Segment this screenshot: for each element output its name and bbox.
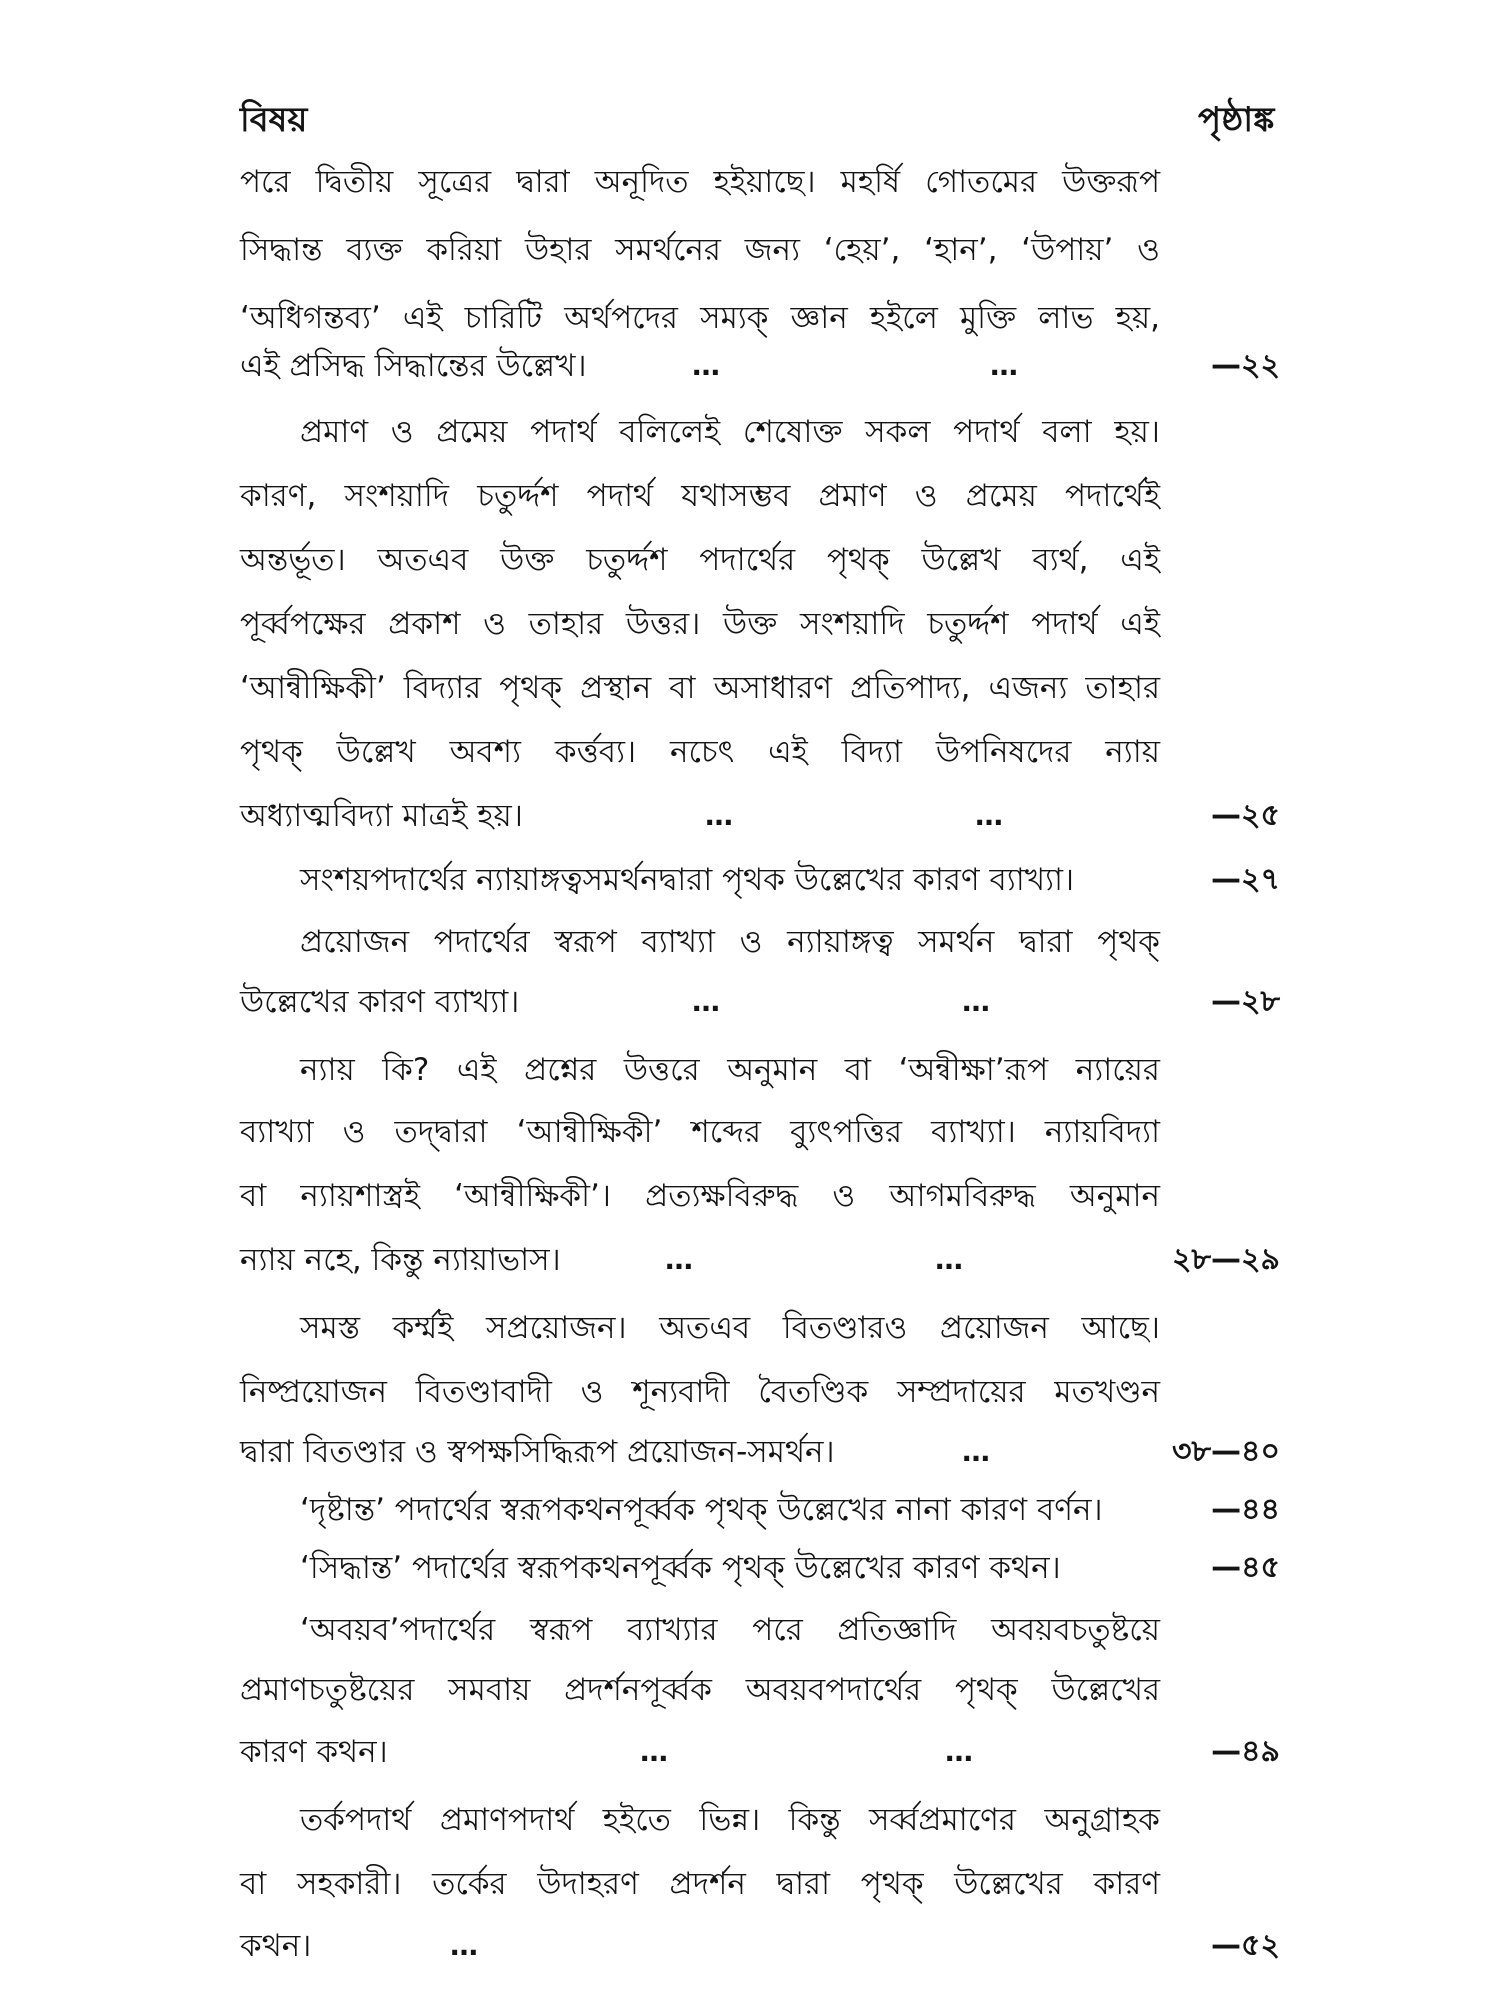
entry-1-page: —২২ (1210, 348, 1280, 383)
header-subject-label: বিষয় (240, 100, 308, 140)
entry-9-line-3: কারণ কথন। (240, 1734, 388, 1770)
entry-10-last-line (240, 1926, 1160, 1966)
leader-dots: … (975, 799, 1003, 832)
entry-5-page: ২৮—২৯ (1172, 1242, 1280, 1277)
leader-dots: … (705, 799, 733, 832)
entry-4-page: —২৮ (1211, 984, 1280, 1019)
leader-dots: … (935, 1243, 963, 1276)
entry-6-line-1: সমস্ত কর্ম্মই সপ্রয়োজন। অতএব বিতণ্ডারও প্রয়োজন আছে। (300, 1310, 1160, 1346)
leader-dots: … (990, 349, 1018, 382)
entry-4-line-1: প্রয়োজন পদার্থের স্বরূপ ব্যাখ্যা ও ন্যায়াঙ্গত্ব সমর্থন দ্বারা পৃথক্ (300, 924, 1160, 960)
entry-2-page: —২৫ (1211, 798, 1280, 833)
entry-10-page: —৫২ (1211, 1928, 1280, 1963)
entry-5-line-4: ন্যায় নহে, কিন্তু ন্যায়াভাস। (240, 1242, 561, 1278)
entry-7-line-1: ‘দৃষ্টান্ত’ পদার্থের স্বরূপকথনপূর্ব্বক পৃথক্ উল্লেখের নানা কারণ বর্ণন। (300, 1492, 1103, 1528)
entry-6-page: ৩৮—৪০ (1172, 1434, 1280, 1469)
entry-2-line-1: প্রমাণ ও প্রমেয় পদার্থ বলিলেই শেষোক্ত সকল পদার্থ বলা হয়। (300, 414, 1160, 450)
entry-5-line-2: ব্যাখ্যা ও তদ্দ্বারা ‘আন্বীক্ষিকী’ শব্দের ব্যুৎপত্তির ব্যাখ্যা। ন্যায়বিদ্যা (240, 1114, 1160, 1150)
leader-dots: … (962, 985, 990, 1018)
entry-9-last-line (240, 1732, 1160, 1772)
entry-9-line-1: ‘অবয়ব’পদার্থের স্বরূপ ব্যাখ্যার পরে প্রতিজ্ঞাদি অবয়বচতুষ্টয়ে (300, 1612, 1160, 1648)
leader-dots: … (640, 1735, 668, 1768)
entry-8-line-1: ‘সিদ্ধান্ত’ পদার্থের স্বরূপকথনপূর্ব্বক পৃথক্ উল্লেখের কারণ কথন। (300, 1550, 1061, 1586)
entry-3-line-1: সংশয়পদার্থের ন্যায়াঙ্গত্বসমর্থনদ্বারা পৃথক উল্লেখের কারণ ব্যাখ্যা। (300, 862, 1075, 898)
entry-1-last-line (240, 346, 1160, 386)
entry-9-page: —৪৯ (1211, 1734, 1280, 1769)
leader-dots: … (665, 1243, 693, 1276)
entry-6-line-3: দ্বারা বিতণ্ডার ও স্বপক্ষসিদ্ধিরূপ প্রয়োজন-সমর্থন। (240, 1434, 835, 1470)
entry-10-line-2: বা সহকারী। তর্কের উদাহরণ প্রদর্শন দ্বারা পৃথক্ উল্লেখের কারণ (240, 1866, 1160, 1902)
entry-2-line-6: পৃথক্ উল্লেখ অবশ্য কর্ত্তব্য। নচেৎ এই বিদ্যা উপনিষদের ন্যায় (240, 734, 1160, 770)
entry-2-line-3: অন্তর্ভূত। অতএব উক্ত চতুর্দ্দশ পদার্থের পৃথক্ উল্লেখ ব্যর্থ, এই (240, 542, 1160, 578)
leader-dots: … (692, 985, 720, 1018)
entry-2-line-4: পূর্ব্বপক্ষের প্রকাশ ও তাহার উত্তর। উক্ত সংশয়াদি চতুর্দ্দশ পদার্থ এই (240, 606, 1160, 642)
entry-10-line-3: কথন। (240, 1928, 312, 1964)
entry-2-last-line (240, 796, 1160, 836)
entry-1-line-2: সিদ্ধান্ত ব্যক্ত করিয়া উহার সমর্থনের জন্য ‘হেয়’, ‘হান’, ‘উপায়’ ও (240, 232, 1160, 268)
entry-1-line-3: ‘অধিগন্তব্য’ এই চারিটি অর্থপদের সম্যক্ জ্ঞান হইলে মুক্তি লাভ হয়, (240, 300, 1160, 336)
entry-2-line-5: ‘আন্বীক্ষিকী’ বিদ্যার পৃথক্ প্রস্থান বা অসাধারণ প্রতিপাদ্য, এজন্য তাহার (240, 670, 1160, 706)
leader-dots: … (962, 1435, 990, 1468)
entry-6-line-2: নিষ্প্রয়োজন বিতণ্ডাবাদী ও শূন্যবাদী বৈতণ্ডিক সম্প্রদায়ের মতখণ্ডন (240, 1374, 1160, 1410)
entry-2-line-2: কারণ, সংশয়াদি চতুর্দ্দশ পদার্থ যথাসম্ভব প্রমাণ ও প্রমেয় পদার্থেই (240, 478, 1160, 514)
entry-1-line-4: এই প্রসিদ্ধ সিদ্ধান্তের উল্লেখ। (240, 348, 587, 384)
header-page-label: পৃষ্ঠাঙ্ক (1198, 100, 1275, 140)
entry-1-line-1: পরে দ্বিতীয় সূত্রের দ্বারা অনূদিত হইয়াছে। মহর্ষি গোতমের উক্তরূপ (240, 164, 1160, 200)
entry-5-last-line (240, 1240, 1160, 1280)
entry-5-line-3: বা ন্যায়শাস্ত্রই ‘আন্বীক্ষিকী’। প্রত্যক্ষবিরুদ্ধ ও আগমবিরুদ্ধ অনুমান (240, 1178, 1160, 1214)
entry-5-line-1: ন্যায় কি? এই প্রশ্নের উত্তরে অনুমান বা ‘অন্বীক্ষা’রূপ ন্যায়ের (300, 1052, 1160, 1088)
entry-7-page: —৪৪ (1211, 1492, 1280, 1527)
entry-4-last-line (240, 982, 1160, 1022)
entry-4-line-2: উল্লেখের কারণ ব্যাখ্যা। (240, 984, 520, 1020)
entry-2-line-7: অধ্যাত্মবিদ্যা মাত্রই হয়। (240, 798, 523, 834)
entry-9-line-2: প্রমাণচতুষ্টয়ের সমবায় প্রদর্শনপূর্ব্বক অবয়বপদার্থের পৃথক্ উল্লেখের (240, 1672, 1160, 1708)
leader-dots: … (692, 349, 720, 382)
leader-dots: … (945, 1735, 973, 1768)
entry-6-last-line (240, 1432, 1160, 1472)
entry-8-page: —৪৫ (1211, 1550, 1280, 1585)
entry-10-line-1: তর্কপদার্থ প্রমাণপদার্থ হইতে ভিন্ন। কিন্তু সর্ব্বপ্রমাণের অনুগ্রাহক (300, 1802, 1160, 1838)
entry-3-page: —২৭ (1210, 862, 1280, 897)
leader-dots: … (450, 1929, 478, 1962)
